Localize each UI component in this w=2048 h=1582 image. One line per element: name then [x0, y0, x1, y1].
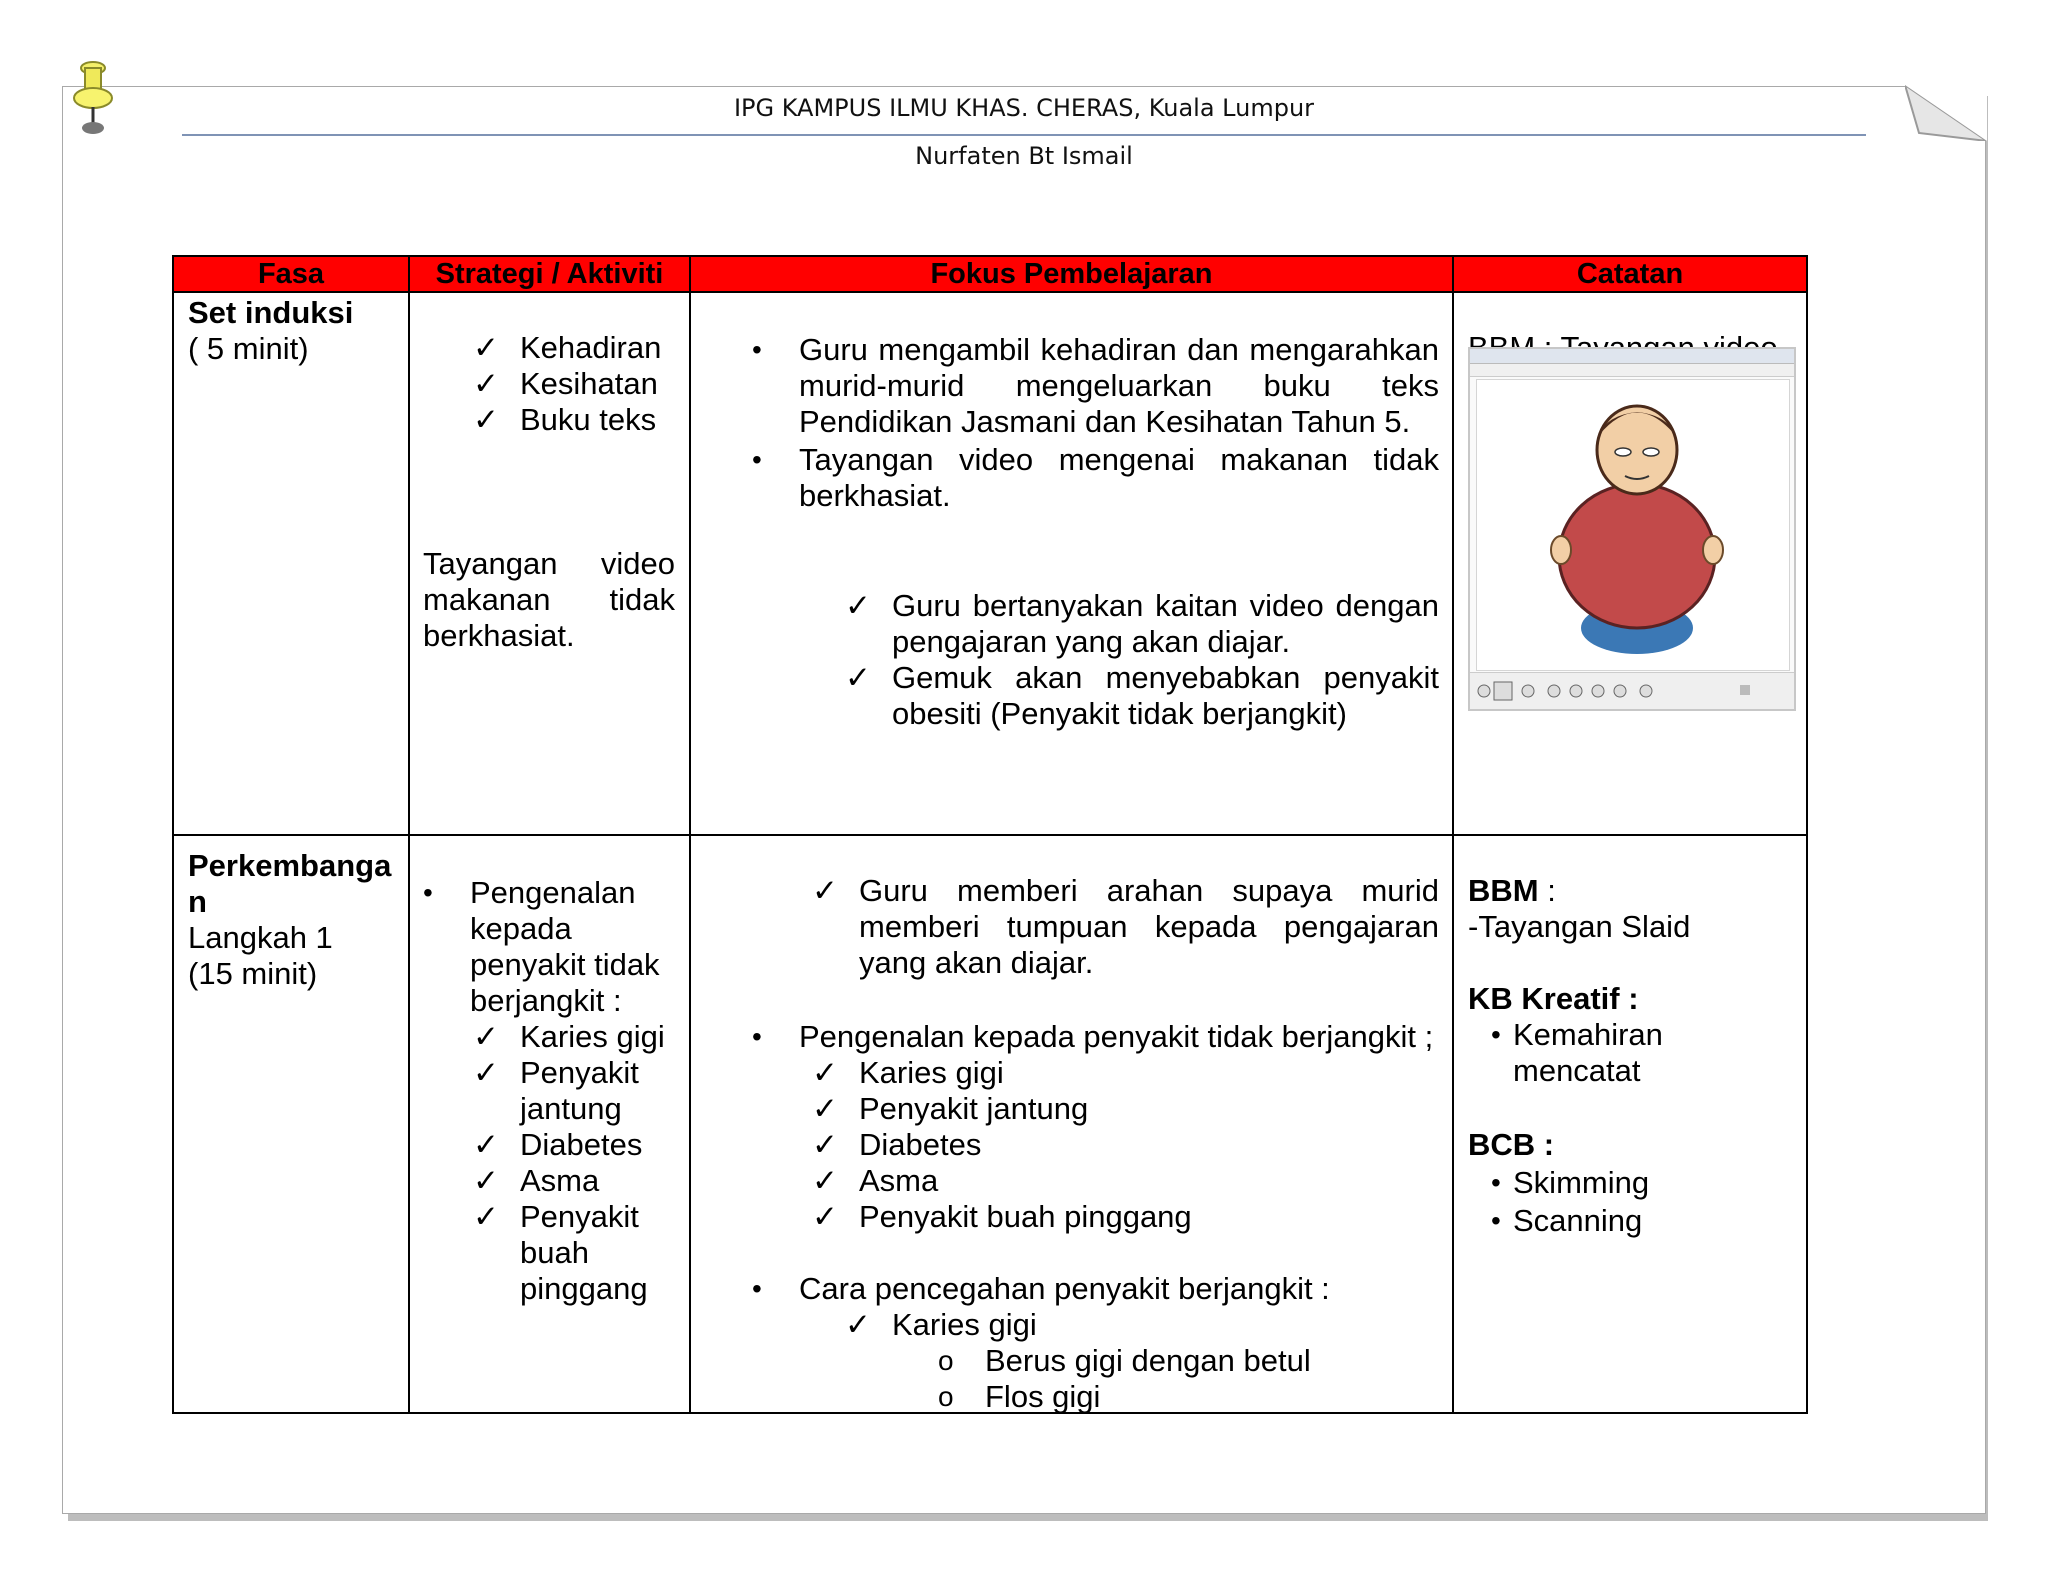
fokus-check-item: ✓ Gemuk akan menyebabkan penyakit obesiti (Penyakit tidak berjangkit)	[845, 660, 1439, 732]
strategi-check-item	[473, 1127, 665, 1163]
bcb-line: Scanning	[1513, 1203, 1643, 1238]
fasa-title: Perkembanga	[188, 848, 392, 883]
table-header-row	[173, 256, 1807, 292]
catatan-bbm-sep: :	[1538, 873, 1556, 908]
strategi-bullet-line: berjangkit :	[470, 983, 622, 1018]
catatan-bbm	[1468, 873, 1556, 909]
fasa-time: (15 minit)	[188, 956, 318, 991]
strategi-bullet-line: • Pengenalan	[470, 875, 636, 910]
check-line: ✓ Diabetes	[520, 1127, 643, 1162]
lesson-plan-table	[172, 255, 1808, 1414]
video-window-menubar	[1470, 364, 1794, 377]
fasa-title-wrap: n	[188, 884, 207, 919]
check-line: pinggang	[520, 1271, 648, 1306]
strategi-cell	[409, 292, 690, 835]
catatan-bbm-item: -Tayangan Slaid	[1468, 909, 1691, 944]
kb-line: Kemahiran	[1513, 1017, 1663, 1052]
catatan-bcb-item: • Skimming	[1491, 1165, 1650, 1200]
fokus-cell	[690, 835, 1453, 1413]
strategi-check-item	[473, 1163, 665, 1199]
check-line: ✓ Penyakit	[520, 1055, 639, 1090]
fokus-check-item: ✓ Karies gigi	[845, 1307, 1037, 1343]
fokus-check-item: ✓ Guru memberi arahan supaya murid memberi tumpuan kepada pengajaran yang akan diajar.	[812, 873, 1439, 981]
strategi-bullet	[423, 875, 660, 1019]
playback-buttons-icon	[1470, 673, 1794, 707]
fokus-bullet: • Pengenalan kepada penyakit tidak berjangkit ;	[752, 1019, 1433, 1055]
check-line: jantung	[520, 1091, 622, 1126]
catatan-kb-label: KB Kreatif :	[1468, 981, 1639, 1016]
fokus-bullet: • Guru mengambil kehadiran dan mengarahkan murid-murid mengeluarkan buku teks Pendidikan Jasmani dan Kesihatan Tahun 5.	[752, 332, 1439, 440]
header-author: Nurfaten Bt Ismail	[915, 142, 1133, 170]
strategi-check-item: ✓ Buku teks	[473, 402, 661, 438]
strategi-video-text: Tayangan video makanan tidak berkhasiat.	[423, 546, 675, 653]
strategi-check-item	[473, 1019, 665, 1055]
kb-line: mencatat	[1513, 1053, 1641, 1088]
cartoon-character-illustration	[1477, 380, 1787, 668]
video-controls	[1470, 672, 1794, 709]
catatan-bbm-label: BBM	[1468, 873, 1539, 908]
strategi-check-item: ✓ Kesihatan	[473, 366, 661, 402]
header-rule	[182, 134, 1866, 136]
catatan-kb-item: • Kemahiran mencatat	[1491, 1017, 1663, 1088]
catatan-cell	[1453, 835, 1807, 1413]
fokus-bullet: • Tayangan video mengenai makanan tidak berkhasiat.	[752, 442, 1439, 514]
fokus-check-item: ✓ Diabetes	[812, 1127, 1192, 1163]
strategi-bullet-line: penyakit tidak	[470, 947, 660, 982]
video-window-titlebar	[1470, 349, 1794, 364]
fokus-cell	[690, 292, 1453, 835]
strategi-bullet-line: kepada	[470, 911, 572, 946]
fokus-check-item: ✓ Guru bertanyakan kaitan video dengan pengajaran yang akan diajar.	[845, 588, 1439, 660]
fasa-step: Langkah 1	[188, 920, 333, 955]
header-strategi: Strategi / Aktiviti	[409, 256, 690, 292]
header-catatan: Catatan	[1453, 256, 1807, 292]
check-line: ✓ Karies gigi	[520, 1019, 665, 1054]
check-line: ✓ Penyakit	[520, 1199, 639, 1234]
video-player-screenshot	[1468, 347, 1796, 711]
check-line: buah	[520, 1235, 589, 1270]
fokus-bullet: • Cara pencegahan penyakit berjangkit :	[752, 1271, 1330, 1307]
fasa-time: ( 5 minit)	[188, 331, 309, 366]
video-frame	[1476, 379, 1790, 671]
fasa-cell	[173, 835, 409, 1413]
strategi-check-item: ✓ Kehadiran	[473, 330, 661, 366]
check-line: ✓ Asma	[520, 1163, 600, 1198]
strategi-check-item	[473, 1199, 665, 1307]
fasa-cell	[173, 292, 409, 835]
fokus-check-item: ✓ Karies gigi	[812, 1055, 1192, 1091]
header-institution: IPG KAMPUS ILMU KHAS. CHERAS, Kuala Lumpur	[733, 94, 1315, 122]
catatan-bcb-label: BCB :	[1468, 1127, 1555, 1162]
strategi-check-item	[473, 1055, 665, 1127]
header-fasa: Fasa	[173, 256, 409, 292]
table-row	[173, 835, 1807, 1413]
catatan-cell	[1453, 292, 1807, 835]
fokus-check-item: ✓ Penyakit buah pinggang	[812, 1199, 1192, 1235]
fokus-sub-item: o Berus gigi dengan betul	[938, 1343, 1311, 1379]
fasa-title: Set induksi	[188, 295, 354, 330]
strategi-cell	[409, 835, 690, 1413]
bcb-line: Skimming	[1513, 1165, 1650, 1200]
catatan-bcb-item: • Scanning	[1491, 1203, 1643, 1238]
table-row	[173, 292, 1807, 835]
header-fokus: Fokus Pembelajaran	[690, 256, 1453, 292]
fokus-check-item: ✓ Asma	[812, 1163, 1192, 1199]
fokus-sub-item: o Flos gigi	[938, 1379, 1311, 1415]
fokus-check-item: ✓ Penyakit jantung	[812, 1091, 1192, 1127]
